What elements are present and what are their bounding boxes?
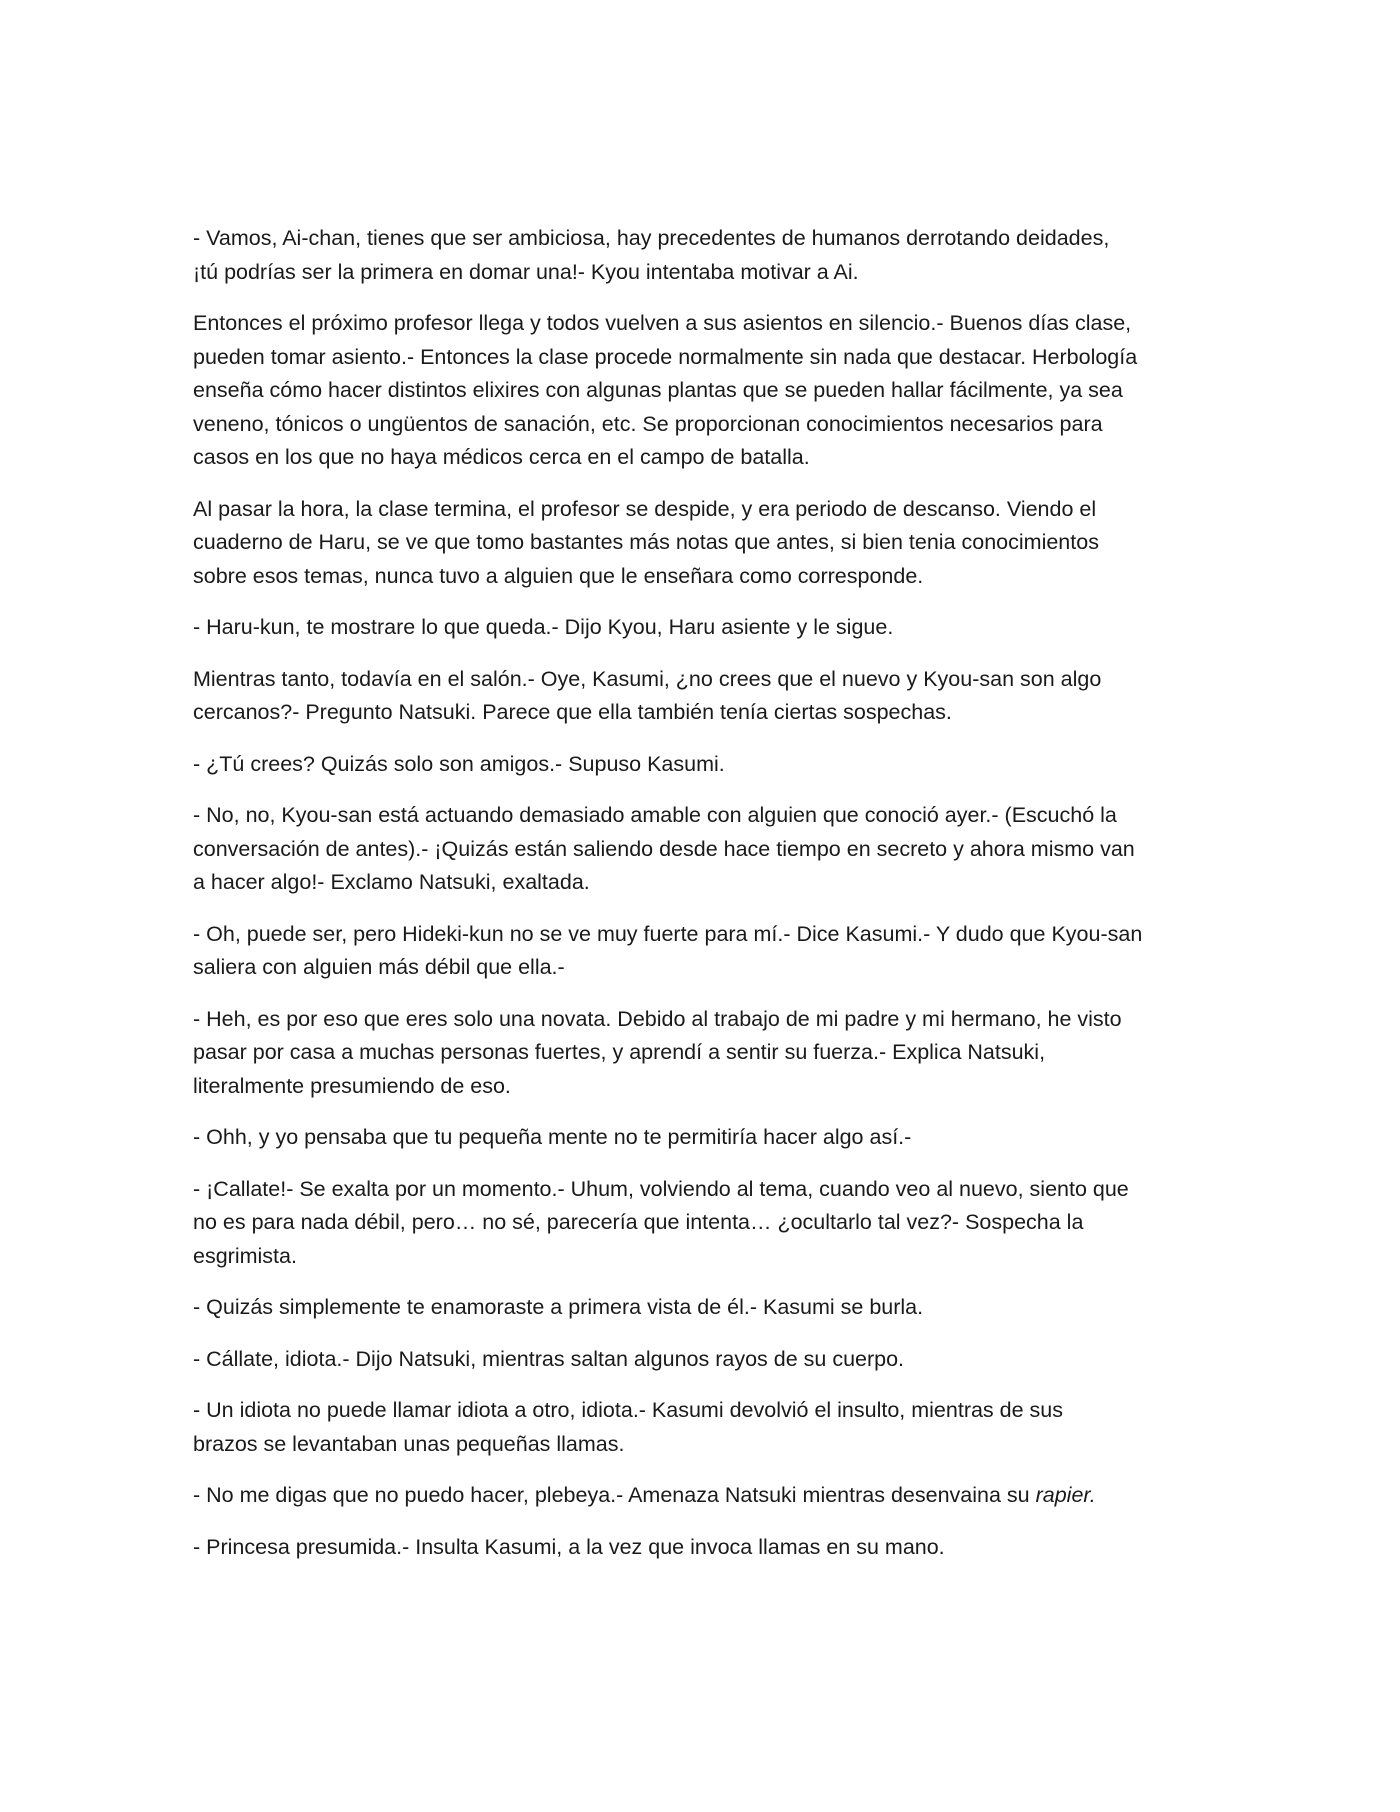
text-run: - No me digas que no puedo hacer, plebeya.- Amenaza Natsuki mientras desenvaina su: [193, 1483, 1036, 1507]
text-line: veneno, tónicos o ungüentos de sanación, etc. Se proporcionan conocimientos necesarios para: [193, 411, 1103, 436]
text-line: Al pasar la hora, la clase termina, el profesor se despide, y era periodo de descanso. Viendo el: [193, 496, 1097, 521]
text-line: cuaderno de Haru, se ve que tomo bastantes más notas que antes, si bien tenia conocimientos: [193, 530, 1099, 554]
text-line: - ¿Tú crees? Quizás solo son amigos.- Supuso Kasumi.: [193, 751, 725, 776]
text-line: - Quizás simplemente te enamoraste a primera vista de él.- Kasumi se burla.: [193, 1295, 924, 1319]
text-line: [193, 1479, 1211, 1513]
italic-word: rapier.: [1035, 1483, 1096, 1507]
paragraph-15: [193, 1479, 1211, 1513]
paragraph-2: [193, 307, 1211, 475]
text-line: no es para nada débil, pero… no sé, parecería que intenta… ¿ocultarlo tal vez?- Sospecha la: [193, 1210, 1084, 1234]
text-line: - Haru-kun, te mostrare lo que queda.- Dijo Kyou, Haru asiente y le sigue.: [193, 615, 894, 639]
text-line: Entonces el próximo profesor llega y todos vuelven a sus asientos en silencio.- Buenos días clase,: [193, 311, 1132, 335]
text-line: enseña cómo hacer distintos elixires con algunas plantas que se pueden hallar fácilmente, ya sea: [193, 378, 1123, 402]
text-line: conversación de antes).- ¡Quizás están saliendo desde hace tiempo en secreto y ahora mismo van: [193, 836, 1135, 861]
paragraph-6: [193, 748, 1211, 782]
text-line: - Heh, es por eso que eres solo una novata. Debido al trabajo de mi padre y mi hermano, he visto: [193, 1006, 1122, 1031]
paragraph-9: [193, 1003, 1211, 1104]
paragraph-11: [193, 1173, 1211, 1274]
paragraph-5: [193, 663, 1211, 730]
text-line: pueden tomar asiento.- Entonces la clase procede normalmente sin nada que destacar. Herbología: [193, 344, 1138, 369]
paragraph-13: [193, 1343, 1211, 1377]
text-line: literalmente presumiendo de eso.: [193, 1073, 511, 1098]
text-line: Mientras tanto, todavía en el salón.- Oye, Kasumi, ¿no crees que el nuevo y Kyou-san son algo: [193, 666, 1102, 691]
paragraph-3: [193, 493, 1211, 594]
paragraph-12: [193, 1291, 1211, 1325]
paragraph-8: [193, 918, 1211, 985]
text-line: - Cállate, idiota.- Dijo Natsuki, mientras saltan algunos rayos de su cuerpo.: [193, 1346, 905, 1371]
text-line: casos en los que no haya médicos cerca en el campo de batalla.: [193, 445, 810, 469]
text-line: - Princesa presumida.- Insulta Kasumi, a la vez que invoca llamas en su mano.: [193, 1534, 945, 1559]
text-line: brazos se levantaban unas pequeñas llamas.: [193, 1431, 625, 1456]
text-line: sobre esos temas, nunca tuvo a alguien que le enseñara como corresponde.: [193, 563, 924, 588]
text-line: - No, no, Kyou-san está actuando demasiado amable con alguien que conoció ayer.- (Escuchó la: [193, 803, 1117, 827]
text-line: cercanos?- Pregunto Natsuki. Parece que ella también tenía ciertas sospechas.: [193, 700, 952, 724]
paragraph-1: [193, 222, 1211, 289]
paragraph-14: [193, 1394, 1211, 1461]
paragraph-16: [193, 1531, 1211, 1565]
text-line: - Vamos, Ai-chan, tienes que ser ambiciosa, hay precedentes de humanos derrotando deidades,: [193, 226, 1110, 250]
text-line: - Ohh, y yo pensaba que tu pequeña mente no te permitiría hacer algo así.-: [193, 1125, 912, 1149]
document-page: [193, 222, 1211, 1582]
paragraph-10: [193, 1121, 1211, 1155]
text-line: esgrimista.: [193, 1243, 297, 1268]
text-line: ¡tú podrías ser la primera en domar una!- Kyou intentaba motivar a Ai.: [193, 259, 859, 284]
text-line: - Oh, puede ser, pero Hideki-kun no se ve muy fuerte para mí.- Dice Kasumi.- Y dudo que Kyou-san: [193, 921, 1143, 946]
text-line: - Un idiota no puede llamar idiota a otro, idiota.- Kasumi devolvió el insulto, mientras de sus: [193, 1398, 1064, 1422]
text-line: pasar por casa a muchas personas fuertes, y aprendí a sentir su fuerza.- Explica Natsuki,: [193, 1040, 1046, 1064]
text-line: - ¡Callate!- Se exalta por un momento.- Uhum, volviendo al tema, cuando veo al nuevo, siento que: [193, 1176, 1129, 1201]
text-line: saliera con alguien más débil que ella.-: [193, 955, 565, 979]
paragraph-4: [193, 611, 1211, 645]
paragraph-7: [193, 799, 1211, 900]
text-line: a hacer algo!- Exclamo Natsuki, exaltada.: [193, 870, 590, 894]
